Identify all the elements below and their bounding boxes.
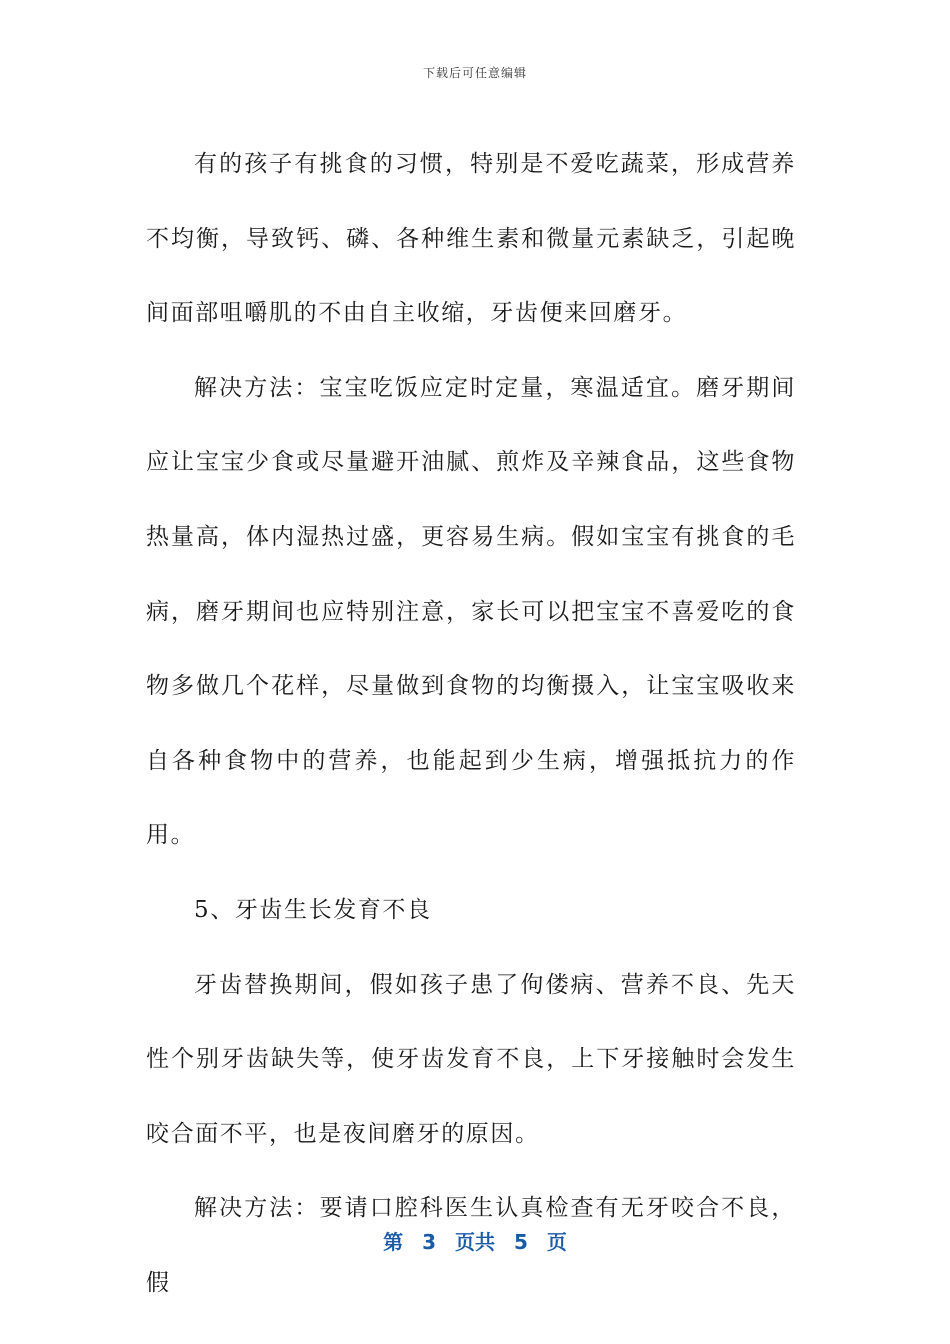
page-footer — [0, 1226, 950, 1255]
footer-suffix: 页 — [546, 1230, 567, 1254]
paragraph-4: 解决方法：要请口腔科医生认真检查有无牙咬合不良，假 — [146, 1195, 796, 1296]
paragraph-1: 有的孩子有挑食的习惯，特别是不爱吃蔬菜，形成营养不均衡，导致钙、磷、各种维生素和微量元素缺乏，引起晚间面部咀嚼肌的不由自主收缩，牙齿便来回磨牙。 — [146, 151, 796, 327]
paragraph-2: 解决方法：宝宝吃饭应定时定量，寒温适宜。磨牙期间应让宝宝少食或尽量避开油腻、煎炸及辛辣食品，这些食物热量高，体内湿热过盛，更容易生病。假如宝宝有挑食的毛病，磨牙期间也应特别注意，家长可以把宝宝不喜爱吃的食物多做几个花样，尽量做到食物的均衡摄入，让宝宝吸收来自各种食物中的营养，也能起到少生病，增强抵抗力的作用。 — [146, 374, 796, 849]
section-heading-5: 5、牙齿生长发育不良 — [194, 896, 432, 923]
page-header-note: 下载后可任意编辑 — [422, 66, 527, 80]
footer-prefix: 第 — [383, 1230, 404, 1254]
total-page-number: 5 — [513, 1230, 528, 1254]
current-page-number: 3 — [422, 1230, 437, 1254]
document-body — [146, 127, 796, 1321]
footer-middle: 页共 — [455, 1230, 495, 1254]
paragraph-3: 牙齿替换期间，假如孩子患了佝偻病、营养不良、先天性个别牙齿缺失等，使牙齿发育不良，上下牙接触时会发生咬合面不平，也是夜间磨牙的原因。 — [146, 971, 796, 1147]
